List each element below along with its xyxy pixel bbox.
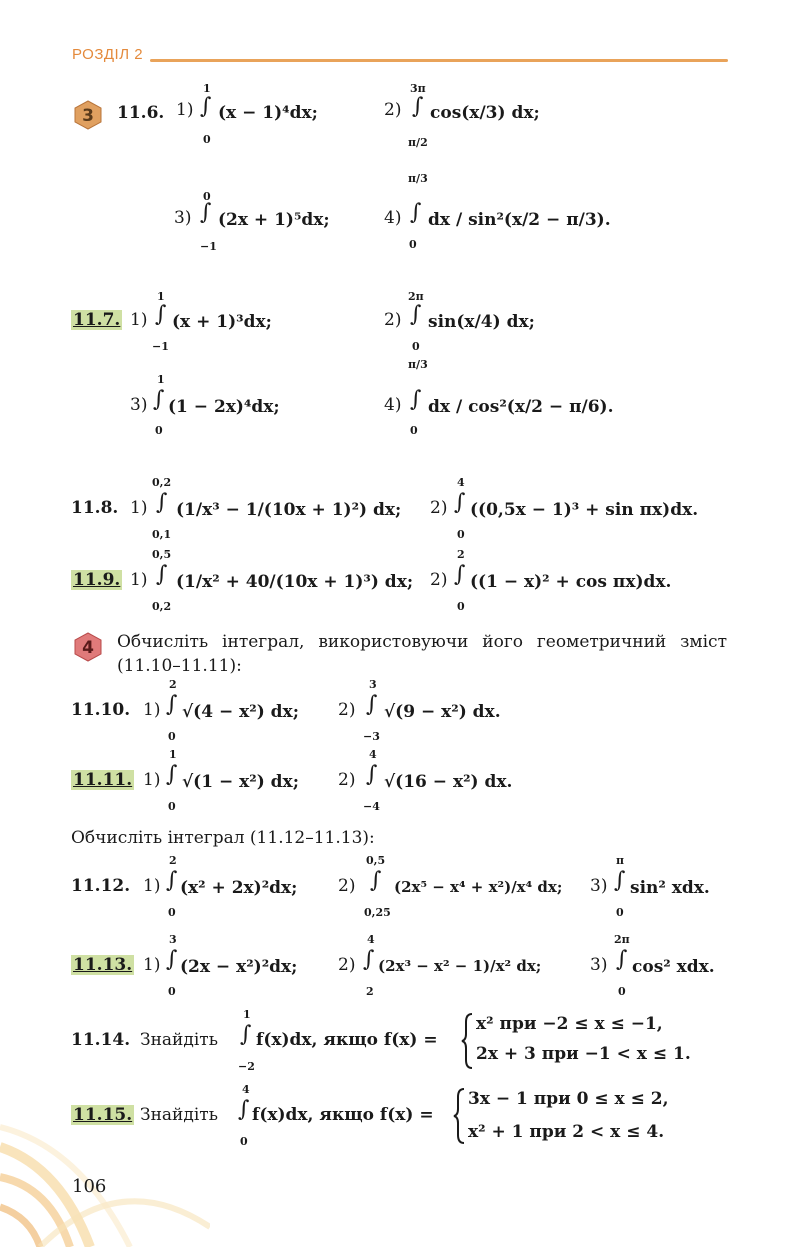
section-header: [72, 44, 728, 74]
lower-limit: 0: [168, 800, 176, 813]
level-4-icon: [73, 632, 103, 662]
level-3-badge: [73, 100, 103, 130]
integral-sign: ∫: [410, 302, 422, 327]
lower-limit: 0: [168, 906, 176, 919]
lower-limit: 0,25: [364, 906, 391, 919]
piecewise-case: 2x + 3 при −1 < x ≤ 1.: [476, 1044, 691, 1064]
find-text: Знайдіть: [140, 1105, 218, 1125]
item-label: 2): [384, 310, 402, 330]
item-label: 2): [384, 100, 402, 120]
lower-limit: 0,2: [152, 600, 172, 613]
lower-limit: 0: [412, 340, 420, 353]
upper-limit: 1: [243, 1008, 251, 1021]
instruction-geometric: Обчисліть інтеграл, використовуючи його геометричний зміст (11.10–11.11):: [117, 632, 727, 676]
lower-limit: 0: [203, 133, 211, 146]
upper-limit: 0,5: [366, 854, 386, 867]
lower-limit: −2: [238, 1060, 255, 1073]
upper-limit: 3: [369, 678, 377, 691]
integral-sign: ∫: [153, 387, 165, 412]
item-label: 2): [338, 955, 356, 975]
integrand: f(x)dx, якщо f(x) =: [256, 1030, 438, 1050]
integral-sign: ∫: [412, 94, 424, 119]
item-label: 3): [590, 955, 608, 975]
item-label: 2): [430, 570, 448, 590]
integrand: (x² + 2x)²dx;: [180, 878, 298, 898]
upper-limit: 4: [369, 748, 377, 761]
integrand: (1/x² + 40/(10x + 1)³) dx;: [176, 572, 414, 592]
lower-limit: 0: [168, 730, 176, 743]
integral-sign: ∫: [166, 947, 178, 972]
integral-sign: ∫: [616, 947, 628, 972]
lower-limit: π/2: [408, 136, 428, 149]
lower-limit: 0: [457, 600, 465, 613]
upper-limit: 2π: [408, 290, 424, 303]
lower-limit: −3: [363, 730, 380, 743]
upper-limit: 0,2: [152, 476, 172, 489]
integral-sign: ∫: [166, 692, 178, 717]
lower-limit: −1: [200, 240, 217, 253]
upper-limit: π/3: [408, 172, 428, 185]
upper-limit: 2: [457, 548, 465, 561]
piecewise-case: x² при −2 ≤ x ≤ −1,: [476, 1014, 663, 1034]
integrand: (2x − x²)²dx;: [180, 957, 298, 977]
exercise-item: 1): [176, 100, 194, 120]
integral-sign: ∫: [166, 762, 178, 787]
integrand: (x + 1)³dx;: [172, 312, 272, 332]
item-label: 3): [590, 876, 608, 896]
integral-sign: ∫: [454, 490, 466, 515]
integral-sign: ∫: [200, 94, 212, 119]
lower-limit: 0: [155, 424, 163, 437]
lower-limit: −1: [152, 340, 169, 353]
integral-sign: ∫: [366, 692, 378, 717]
exercise-number: 11.10.: [71, 700, 131, 720]
integrand: √(1 − x²) dx;: [182, 772, 299, 792]
upper-limit: 0,5: [152, 548, 172, 561]
exercise-number: 11.15.: [73, 1105, 133, 1125]
integrand: ((0,5x − 1)³ + sin πx)dx.: [470, 500, 699, 520]
item-label: 1): [130, 570, 148, 590]
integrand: (2x³ − x² − 1)/x² dx;: [378, 957, 542, 975]
item-label: 2): [430, 498, 448, 518]
exercise-number: 11.6.: [117, 103, 165, 123]
exercise-number: 11.13.: [73, 955, 133, 975]
integral-sign: ∫: [200, 200, 212, 225]
piecewise-brace: [460, 1012, 474, 1070]
level-3-icon: [73, 100, 103, 130]
integral-sign: ∫: [454, 562, 466, 587]
integrand: √(9 − x²) dx.: [384, 702, 501, 722]
integrand: sin(x/4) dx;: [428, 312, 535, 332]
upper-limit: 4: [367, 933, 375, 946]
piecewise-case: 3x − 1 при 0 ≤ x ≤ 2,: [468, 1089, 669, 1109]
integral-sign: ∫: [363, 947, 375, 972]
lower-limit: −4: [363, 800, 380, 813]
integral-sign: ∫: [156, 490, 168, 515]
integrand: cos² xdx.: [632, 957, 715, 977]
integrand: dx / sin²(x/2 − π/3).: [428, 210, 611, 230]
upper-limit: 1: [203, 82, 211, 95]
item-label: 3): [174, 208, 192, 228]
page-number: 106: [72, 1176, 107, 1197]
upper-limit: 4: [457, 476, 465, 489]
upper-limit: 2: [169, 678, 177, 691]
integrand: (1 − 2x)⁴dx;: [168, 397, 280, 417]
lower-limit: 0: [409, 238, 417, 251]
level-3-number: 3: [82, 106, 94, 126]
item-label: 2): [338, 876, 356, 896]
integrand: √(4 − x²) dx;: [182, 702, 299, 722]
level-4-number: 4: [82, 638, 94, 658]
exercise-number: 11.11.: [73, 770, 133, 790]
item-label: 1): [143, 876, 161, 896]
exercise-number: 11.14.: [71, 1030, 131, 1050]
integrand: √(16 − x²) dx.: [384, 772, 513, 792]
item-label: 1): [143, 770, 161, 790]
upper-limit: 2: [169, 854, 177, 867]
item-label: 2): [338, 700, 356, 720]
lower-limit: 0,1: [152, 528, 172, 541]
upper-limit: 2π: [614, 933, 630, 946]
exercise-number: 11.9.: [73, 570, 121, 590]
item-label: 4): [384, 395, 402, 415]
integral-sign: ∫: [410, 387, 422, 412]
integrand: (2x⁵ − x⁴ + x²)/x⁴ dx;: [394, 878, 563, 896]
lower-limit: 2: [366, 985, 374, 998]
piecewise-brace: [452, 1087, 466, 1145]
lower-limit: 0: [618, 985, 626, 998]
integral-sign: ∫: [156, 562, 168, 587]
header-rule: [150, 59, 728, 62]
upper-limit: 1: [157, 373, 165, 386]
integrand: (2x + 1)⁵dx;: [218, 210, 330, 230]
integral-sign: ∫: [238, 1097, 250, 1122]
exercise-number: 11.12.: [71, 876, 131, 896]
piecewise-case: x² + 1 при 2 < x ≤ 4.: [468, 1122, 665, 1142]
integral-sign: ∫: [240, 1022, 252, 1047]
item-label: 2): [338, 770, 356, 790]
instruction-calculate: Обчисліть інтеграл (11.12–11.13):: [71, 828, 375, 848]
lower-limit: 0: [457, 528, 465, 541]
integral-sign: ∫: [370, 868, 382, 893]
lower-limit: 0: [240, 1135, 248, 1148]
integral-sign: ∫: [166, 868, 178, 893]
item-label: 1): [143, 700, 161, 720]
upper-limit: 1: [169, 748, 177, 761]
exercise-number: 11.8.: [71, 498, 119, 518]
item-label: 1): [143, 955, 161, 975]
integral-sign: ∫: [614, 868, 626, 893]
integral-sign: ∫: [366, 762, 378, 787]
upper-limit: 3π: [410, 82, 426, 95]
upper-limit: π/3: [408, 358, 428, 371]
integrand: dx / cos²(x/2 − π/6).: [428, 397, 614, 417]
item-label: 1): [130, 498, 148, 518]
section-label: РОЗДІЛ 2: [72, 46, 144, 63]
upper-limit: 4: [242, 1083, 250, 1096]
integrand: (1/x³ − 1/(10x + 1)²) dx;: [176, 500, 402, 520]
integral-sign: ∫: [410, 200, 422, 225]
exercise-number: 11.7.: [73, 310, 121, 330]
integrand: cos(x/3) dx;: [430, 103, 540, 123]
find-text: Знайдіть: [140, 1030, 218, 1050]
level-4-badge: [73, 632, 103, 662]
integrand: (x − 1)⁴dx;: [218, 103, 318, 123]
integrand: sin² xdx.: [630, 878, 710, 898]
integrand: ((1 − x)² + cos πx)dx.: [470, 572, 672, 592]
upper-limit: π: [616, 854, 625, 867]
lower-limit: 0: [410, 424, 418, 437]
upper-limit: 1: [157, 290, 165, 303]
integral-sign: ∫: [155, 302, 167, 327]
upper-limit: 0: [203, 190, 211, 203]
integrand: f(x)dx, якщо f(x) =: [252, 1105, 434, 1125]
upper-limit: 3: [169, 933, 177, 946]
item-label: 4): [384, 208, 402, 228]
item-label: 1): [130, 310, 148, 330]
item-label: 3): [130, 395, 148, 415]
lower-limit: 0: [616, 906, 624, 919]
lower-limit: 0: [168, 985, 176, 998]
